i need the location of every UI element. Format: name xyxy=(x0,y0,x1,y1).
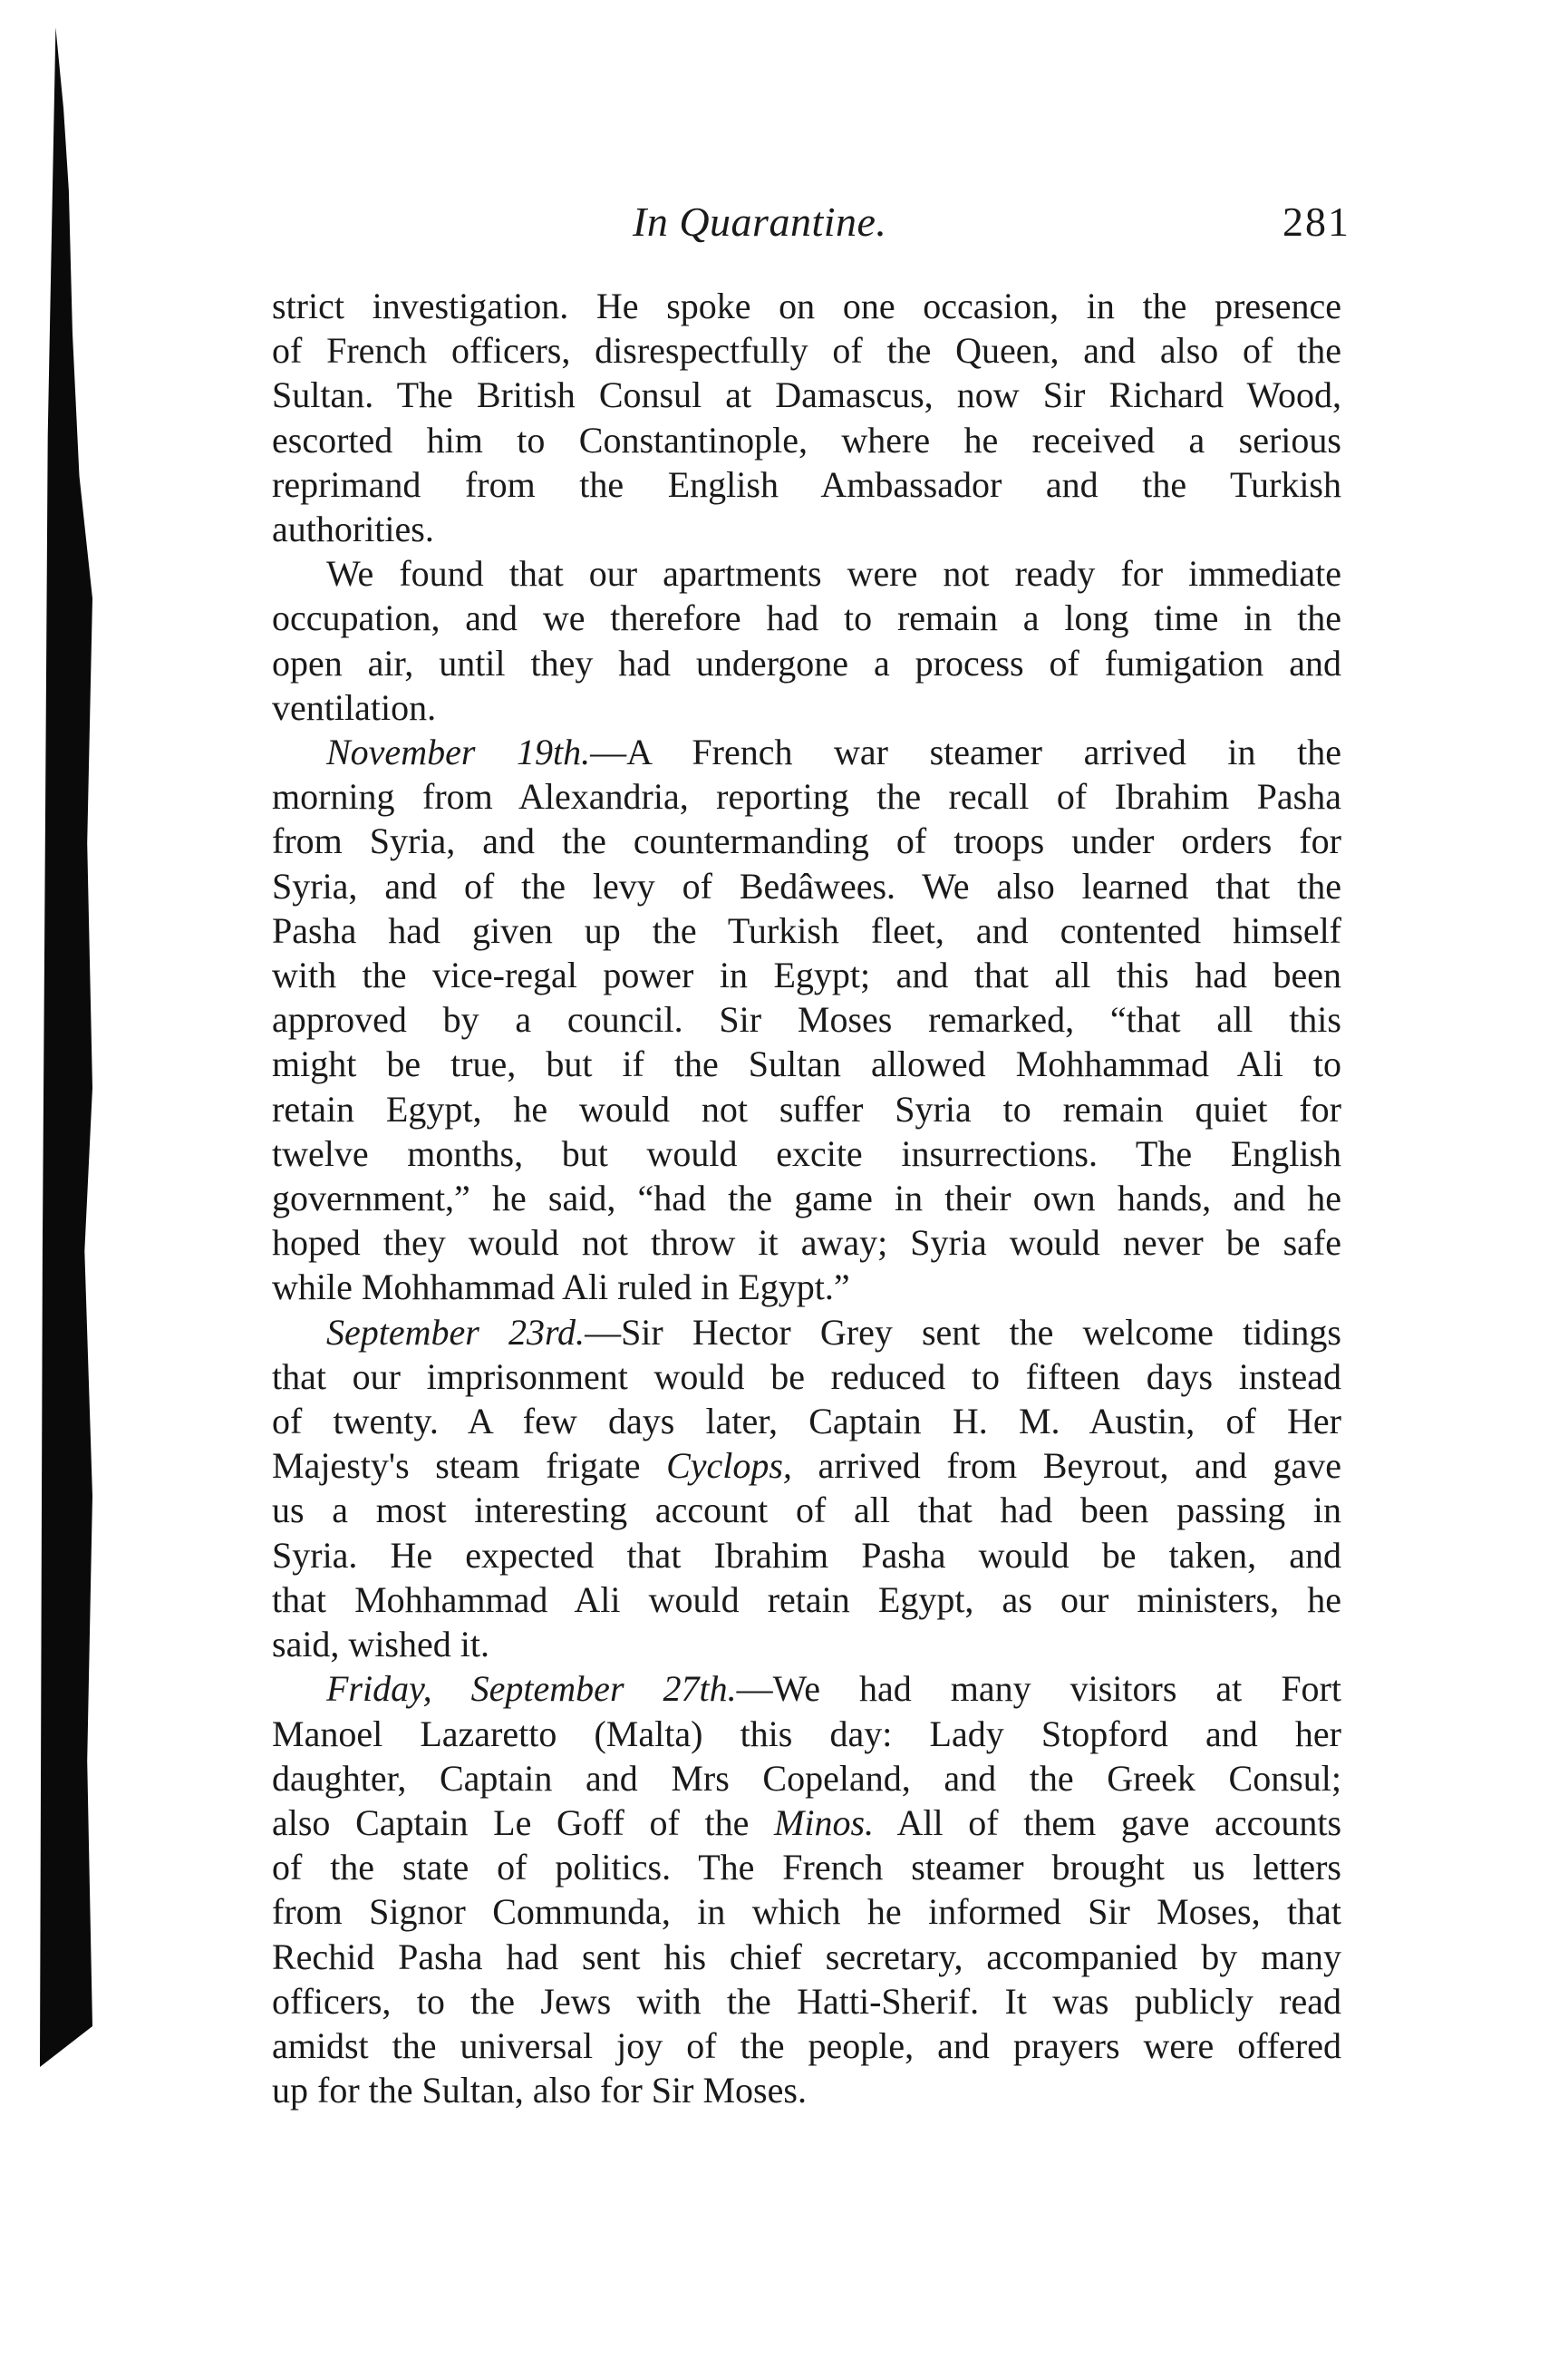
text-line: while Mohhammad Ali ruled in Egypt.” xyxy=(272,1266,850,1308)
date-label: November 19th. xyxy=(326,732,591,773)
text-line: with the vice-regal power in Egypt; and that all this had been xyxy=(272,955,1341,996)
text-line: amidst the universal joy of the people, and prayers were offered xyxy=(272,2024,1341,2066)
text-line: from Syria, and the countermanding of troops under orders for xyxy=(272,820,1341,862)
text-line xyxy=(272,1310,1341,1354)
text-line: escorted him to Constantinople, where he received a serious xyxy=(272,419,1341,461)
text-line: strict investigation. He spoke on one occasion, in the presence xyxy=(272,286,1341,326)
text-line: daughter, Captain and Mrs Copeland, and the Greek Consul; xyxy=(272,1757,1341,1799)
text-line: open air, until they had undergone a process of fumigation and xyxy=(272,642,1341,684)
text-line: up for the Sultan, also for Sir Moses. xyxy=(272,2070,807,2111)
line-text: —We had many visitors at Fort xyxy=(736,1668,1341,1710)
paragraph xyxy=(272,551,1341,730)
line-text: arrived from Beyrout, and gave xyxy=(791,1445,1341,1487)
text-line: Pasha had given up the Turkish fleet, and contented himself xyxy=(272,909,1341,951)
paragraph xyxy=(272,284,1341,551)
text-line: twelve months, but would excite insurrections. The English xyxy=(272,1132,1341,1174)
paragraph xyxy=(272,730,1341,1310)
text-line: from Signor Communda, in which he informed Sir Moses, that xyxy=(272,1891,1341,1933)
text-line: occupation, and we therefore had to remain a long time in the xyxy=(272,597,1341,639)
text-line: reprimand from the English Ambassador and the Turkish xyxy=(272,463,1341,505)
line-text: —A French war steamer arrived in the xyxy=(590,732,1341,773)
text-line: Sultan. The British Consul at Damascus, now Sir Richard Wood, xyxy=(272,374,1341,416)
text-line: authorities. xyxy=(272,509,434,550)
text-line: government,” he said, “had the game in their own hands, and he xyxy=(272,1178,1341,1219)
text-line: of the state of politics. The French steamer brought us letters xyxy=(272,1847,1341,1888)
date-label: Friday, September 27th. xyxy=(326,1668,737,1710)
text-line: us a most interesting account of all that had been passing in xyxy=(272,1490,1341,1531)
running-title: In Quarantine. xyxy=(633,199,887,245)
paragraph xyxy=(272,1666,1341,2112)
text-line: that Mohhammad Ali would retain Egypt, as our ministers, he xyxy=(272,1578,1341,1620)
text-line: Syria. He expected that Ibrahim Pasha would be taken, and xyxy=(272,1534,1341,1576)
text-line xyxy=(272,1666,1341,1711)
text-line: ventilation. xyxy=(272,686,437,728)
text-line: Rechid Pasha had sent his chief secretary, accompanied by many xyxy=(272,1936,1341,1977)
text-line: Syria, and of the levy of Bedâwees. We also learned that the xyxy=(272,865,1341,907)
line-text: All of them gave accounts xyxy=(874,1801,1342,1843)
text-line: of twenty. A few days later, Captain H. M. Austin, of Her xyxy=(272,1401,1341,1442)
text-line: Manoel Lazaretto (Malta) this day: Lady Stopford and her xyxy=(272,1713,1341,1754)
line-text: Majesty's steam frigate xyxy=(272,1445,667,1487)
paragraph xyxy=(272,1310,1341,1667)
ship-name: Cyclops, xyxy=(666,1445,792,1487)
ship-name: Minos. xyxy=(774,1801,875,1843)
page-number: 281 xyxy=(1282,199,1350,245)
date-label: September 23rd. xyxy=(326,1311,586,1353)
running-header xyxy=(272,198,1350,252)
line-text: also Captain Le Goff of the xyxy=(272,1801,775,1843)
text-line: approved by a council. Sir Moses remarked, “that all this xyxy=(272,999,1341,1041)
text-line: retain Egypt, he would not suffer Syria to remain quiet for xyxy=(272,1088,1341,1130)
text-line: morning from Alexandria, reporting the recall of Ibrahim Pasha xyxy=(272,776,1341,818)
text-line xyxy=(272,1443,1341,1488)
text-line: We found that our apartments were not ready for immediate xyxy=(326,553,1341,595)
text-line xyxy=(272,1800,1341,1845)
binding-shadow xyxy=(40,27,92,2067)
text-line xyxy=(272,730,1341,774)
text-line: hoped they would not throw it away; Syria would never be safe xyxy=(272,1222,1341,1264)
text-line: of French officers, disrespectfully of the Queen, and also of the xyxy=(272,330,1341,372)
text-line: might be true, but if the Sultan allowed Mohhammad Ali to xyxy=(272,1043,1341,1085)
text-line: that our imprisonment would be reduced to fifteen days instead xyxy=(272,1355,1341,1397)
text-line: officers, to the Jews with the Hatti-Sherif. It was publicly read xyxy=(272,1980,1341,2022)
text-line: said, wished it. xyxy=(272,1624,489,1665)
page-body xyxy=(272,284,1341,2112)
line-text: —Sir Hector Grey sent the welcome tidings xyxy=(585,1311,1341,1353)
